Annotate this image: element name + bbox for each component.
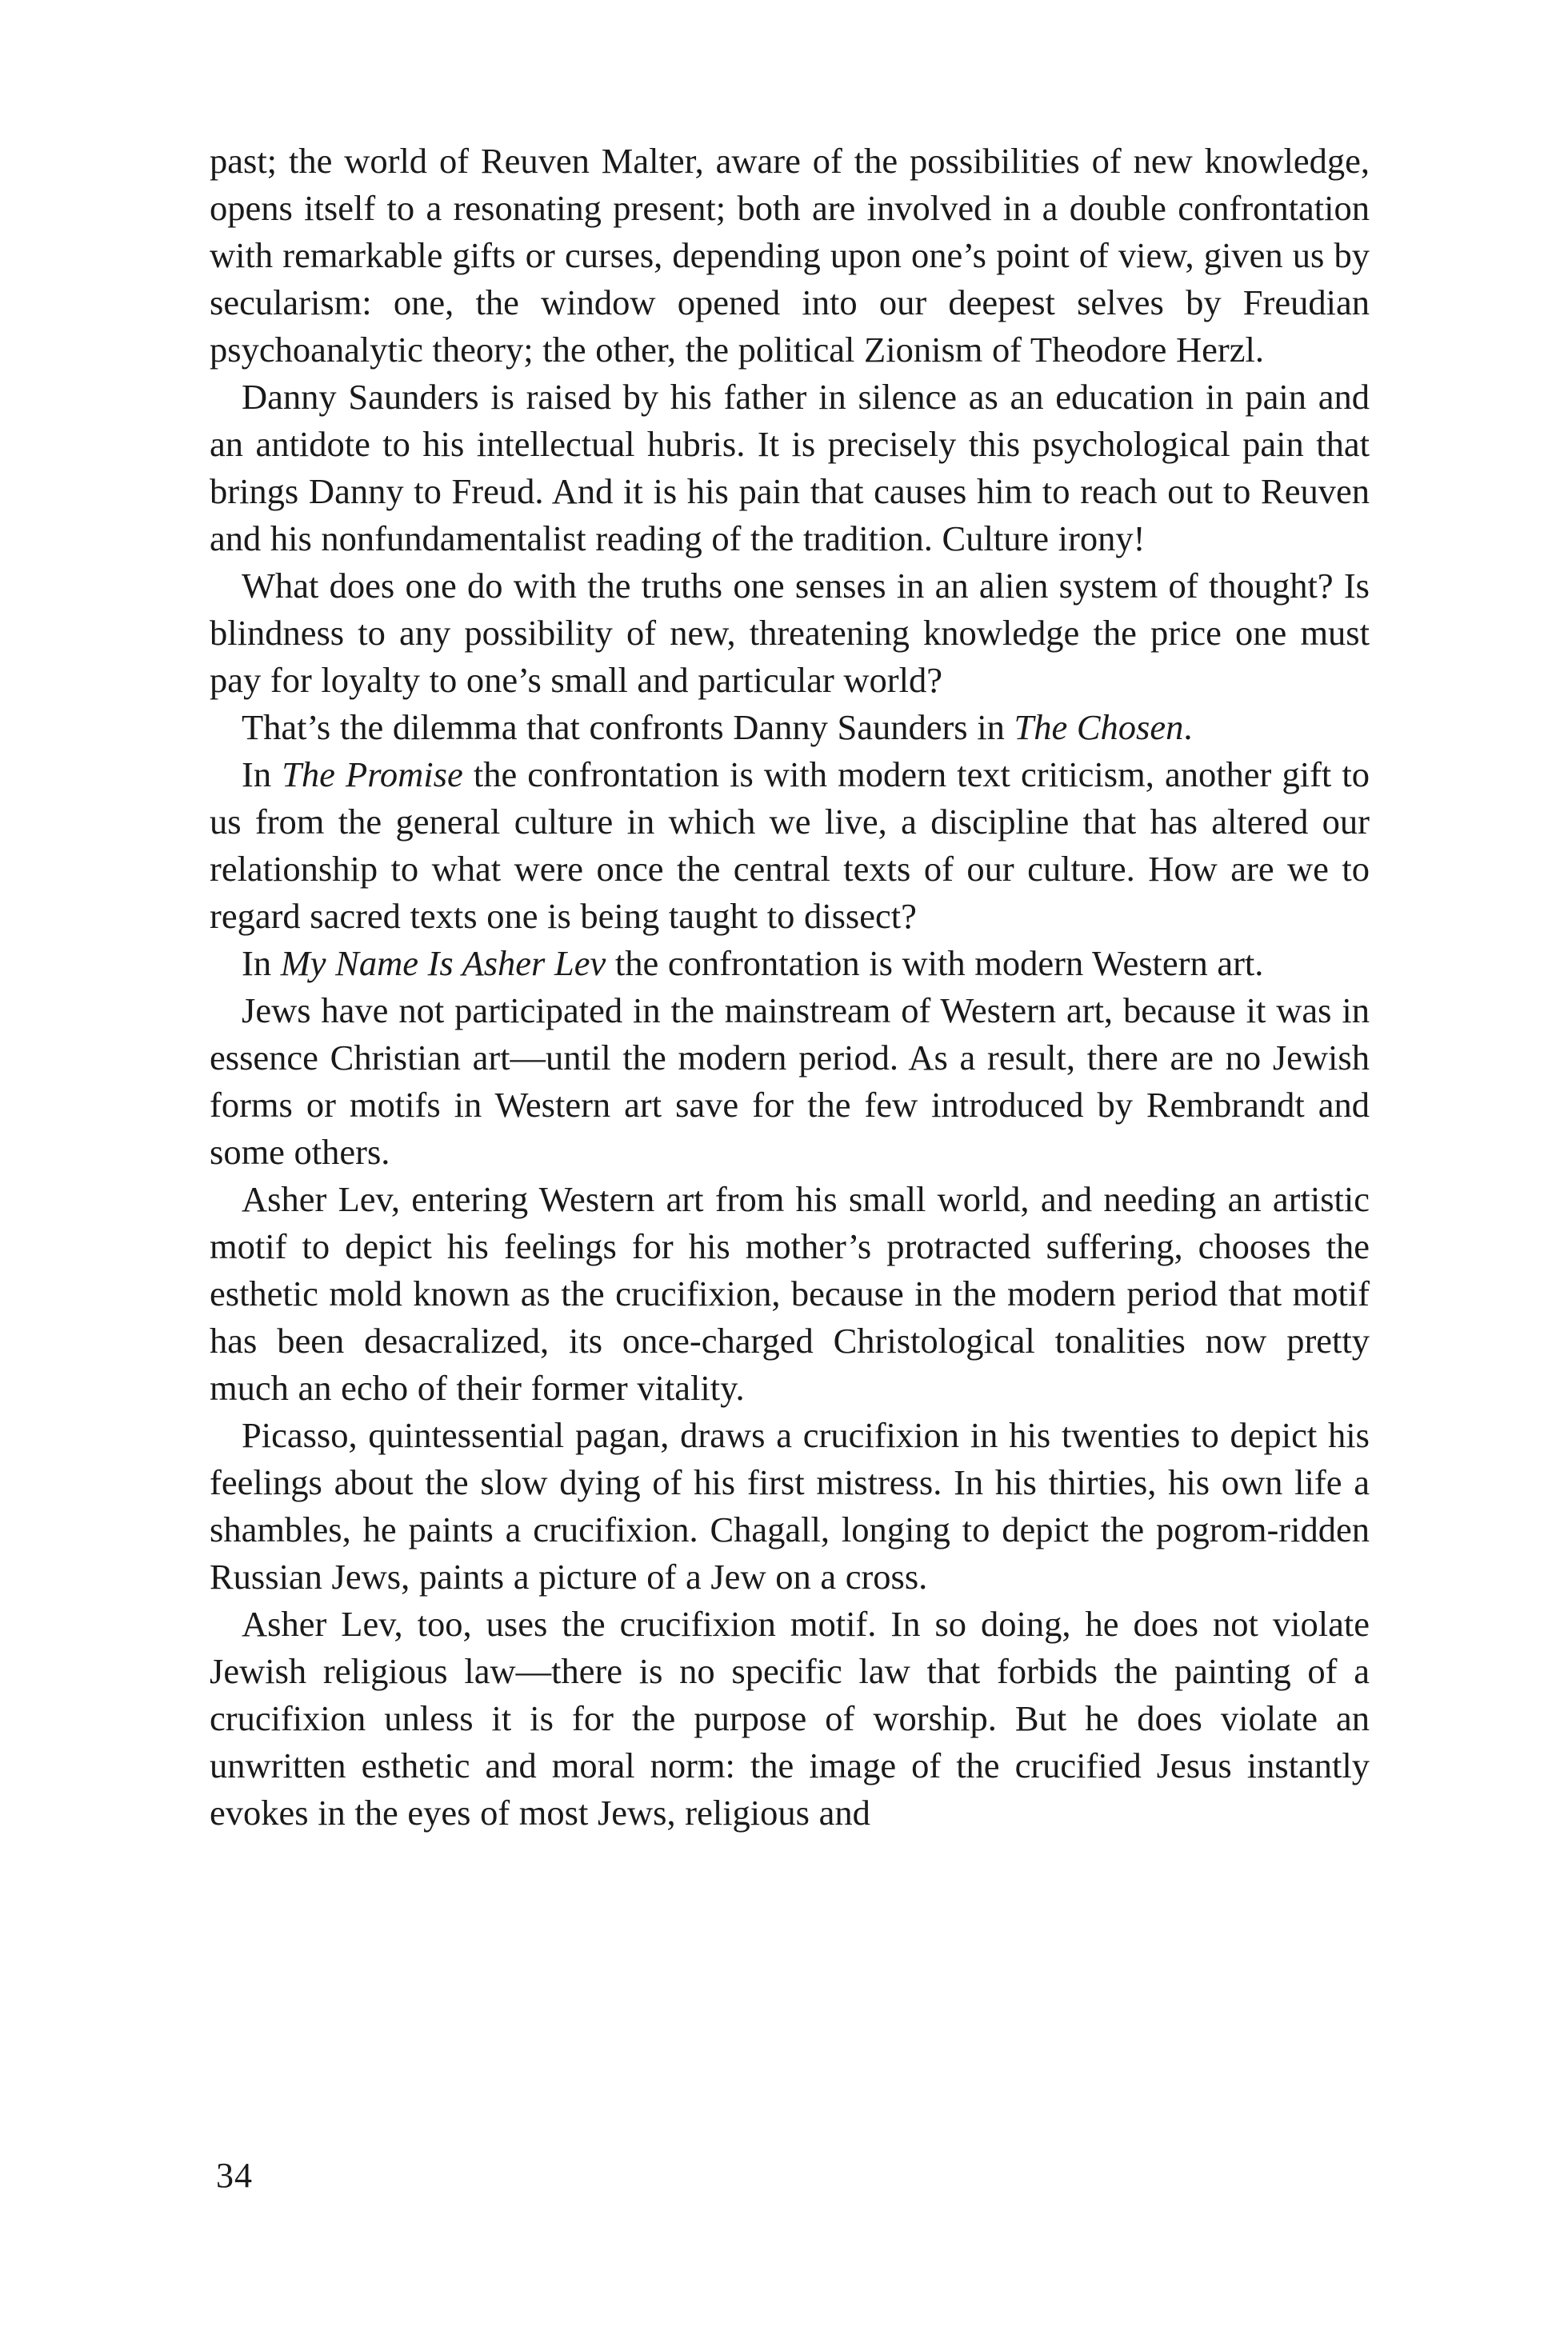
book-title: My Name Is Asher Lev xyxy=(280,943,606,983)
text-span: . xyxy=(1183,707,1193,747)
text-span: Danny Saunders is raised by his father in silence as an education in pain and an antidote to his intellectual hubris. It is precisely this psychological pain that brings Danny to Freud. And it is his pain that causes him to reach out to Reuven and his nonfundamentalist reading of the tradition. Culture irony! xyxy=(210,377,1370,558)
text-span: That’s the dilemma that confronts Danny Saunders in xyxy=(242,707,1014,747)
text-span: past; the world of Reuven Malter, aware of the possibilities of new knowledge, opens itself to a resonating present; both are involved in a double confrontation with remarkable gifts or curses, depending upon one’s point of view, given us by secularism: one, the window opened into our deepest selves by Freudian psychoanalytic theory; the other, the political Zionism of Theodore Herzl. xyxy=(210,141,1370,370)
text-span: What does one do with the truths one senses in an alien system of thought? Is blindness to any possibility of new, threatening knowledge the price one must pay for loyalty to one’s small and particular world? xyxy=(210,566,1370,700)
text-span: Jews have not participated in the mainstream of Western art, because it was in essence Christian art—until the modern period. As a result, there are no Jewish forms or motifs in Western art save for the few introduced by Rembrandt and some others. xyxy=(210,990,1370,1172)
book-page xyxy=(210,138,1370,2217)
text-span: Picasso, quintessential pagan, draws a crucifixion in his twenties to depict his feelings about the slow dying of his first mistress. In his thirties, his own life a shambles, he paints a crucifixion. Chagall, longing to depict the pogrom-ridden Russian Jews, paints a picture of a Jew on a cross. xyxy=(210,1415,1370,1597)
paragraph xyxy=(210,704,1370,751)
book-title: The Chosen xyxy=(1014,707,1184,747)
paragraph xyxy=(210,987,1370,1176)
paragraph xyxy=(210,562,1370,704)
paragraph xyxy=(210,1601,1370,1837)
text-span: the confrontation is with modern Western art. xyxy=(606,943,1264,983)
text-span: the confrontation is with modern text criticism, another gift to us from the general culture in which we live, a discipline that has altered our relationship to what were once the central texts of our culture. How are we to regard sacred texts one is being taught to dissect? xyxy=(210,754,1370,936)
paragraph xyxy=(210,1412,1370,1601)
paragraph xyxy=(210,138,1370,374)
text-span: In xyxy=(242,943,281,983)
text-span: In xyxy=(242,754,282,794)
body-text xyxy=(210,138,1370,1837)
paragraph xyxy=(210,374,1370,562)
paragraph xyxy=(210,751,1370,940)
book-title: The Promise xyxy=(282,754,463,794)
text-span: Asher Lev, entering Western art from his small world, and needing an artistic motif to depict his feelings for his mother’s protracted suffering, chooses the esthetic mold known as the crucifixion, because in the modern period that motif has been desacralized, its once-charged Christological tonalities now pretty much an echo of their former vitality. xyxy=(210,1179,1370,1408)
text-span: Asher Lev, too, uses the crucifixion motif. In so doing, he does not violate Jewish religious law—there is no specific law that forbids the painting of a crucifixion unless it is for the purpose of worship. But he does violate an unwritten esthetic and moral norm: the image of the crucified Jesus instantly evokes in the eyes of most Jews, religious and xyxy=(210,1604,1370,1833)
page-number: 34 xyxy=(216,2156,253,2195)
paragraph xyxy=(210,940,1370,987)
paragraph xyxy=(210,1176,1370,1412)
